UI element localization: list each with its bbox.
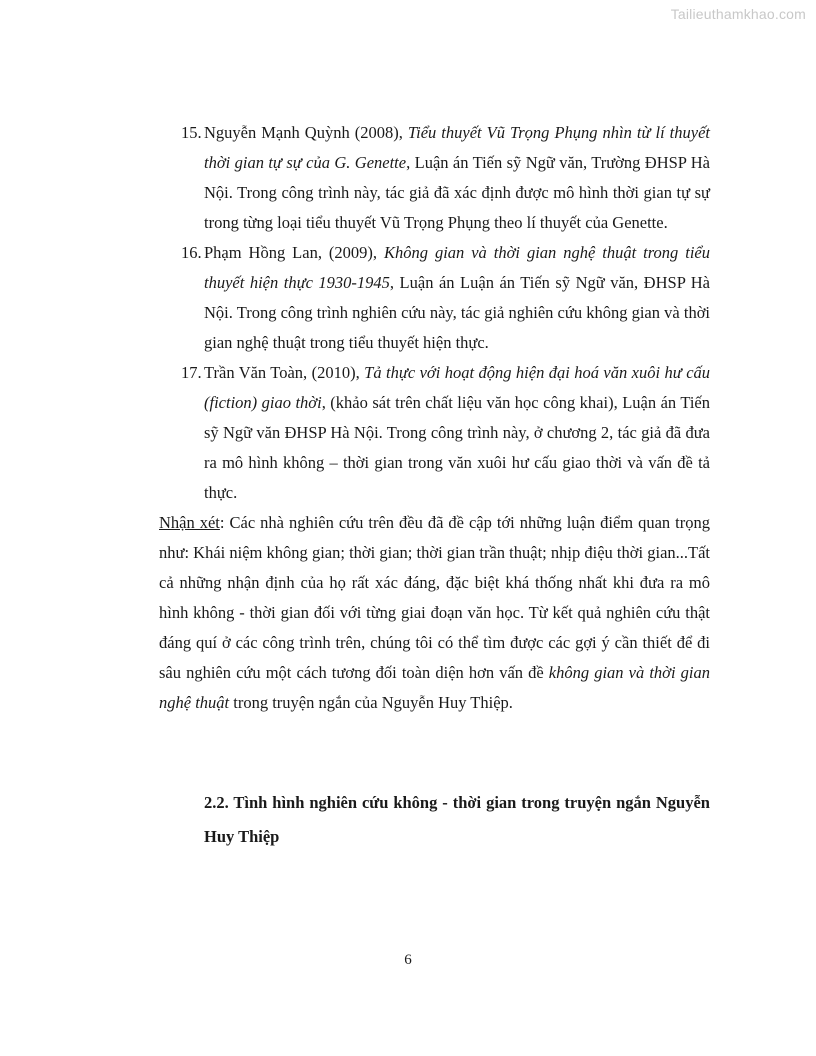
document-body [159, 118, 710, 854]
reference-author: Trần Văn Toàn, (2010), [204, 363, 360, 382]
reference-title: Không gian và thời gian nghệ thuật trong tiểu thuyết hiện thực 1930-1945 [204, 243, 710, 292]
review-text: : Các nhà nghiên cứu trên đều đã đề cập tới những luận điểm quan trọng như: Khái niệm không gian; thời gian; thời gian trần thuật; nhịp điệu thời gian...Tất cả những nhận định của họ rất xác đáng, đặc biệt khá thống nhất khi đưa ra mô hình không - thời gian đối với từng giai đoạn văn học. Từ kết quả nghiên cứu thật đáng quí ở các công trình trên, chúng tôi có thể tìm được các gợi ý cần thiết để đi sâu nghiên cứu một cách tương đối toàn diện hơn vấn đề [159, 513, 710, 682]
reference-number: 17. [181, 363, 202, 382]
reference-description: , (khảo sát trên chất liệu văn học công khai), Luận án Tiến sỹ Ngữ văn ĐHSP Hà Nội. Trong công trình này, ở chương 2, tác giả đã đưa ra mô hình không – thời gian trong văn xuôi hư cấu giao thời và vấn đề tả thực. [204, 393, 710, 502]
reference-number: 16. [181, 243, 202, 262]
review-label: Nhận xét [159, 513, 220, 532]
reference-item [159, 238, 710, 358]
page-number: 6 [404, 952, 412, 968]
reference-description: , Luận án Luận án Tiến sỹ Ngữ văn, ĐHSP Hà Nội. Trong công trình nghiên cứu này, tác giả nghiên cứu không gian và thời gian nghệ thuật trong tiểu thuyết hiện thực. [204, 273, 711, 352]
reference-title: Tả thực với hoạt động hiện đại hoá văn xuôi hư cấu (fiction) giao thời [204, 363, 711, 412]
section-heading: 2.2. Tình hình nghiên cứu không - thời gian trong truyện ngắn Nguyễn Huy Thiệp [204, 793, 710, 846]
review-text-end: trong truyện ngắn của Nguyễn Huy Thiệp. [229, 693, 513, 712]
reference-number: 15. [181, 123, 202, 142]
reference-author: Phạm Hồng Lan, (2009), [204, 243, 378, 262]
reference-item [159, 358, 710, 508]
reference-title: Tiểu thuyết Vũ Trọng Phụng nhìn từ lí thuyết thời gian tự sự của G. Genette [204, 123, 711, 172]
review-emphasis: không gian và thời gian nghệ thuật [159, 663, 710, 712]
reference-author: Nguyễn Mạnh Quỳnh (2008), [204, 123, 403, 142]
review-paragraph [159, 508, 710, 718]
watermark: Tailieuthamkhao.com [670, 6, 806, 22]
reference-item [159, 118, 710, 238]
reference-description: , Luận án Tiến sỹ Ngữ văn, Trường ĐHSP Hà Nội. Trong công trình này, tác giả đã xác định được mô hình thời gian tự sự trong từng loại tiểu thuyết Vũ Trọng Phụng theo lí thuyết của Genette. [204, 153, 710, 232]
